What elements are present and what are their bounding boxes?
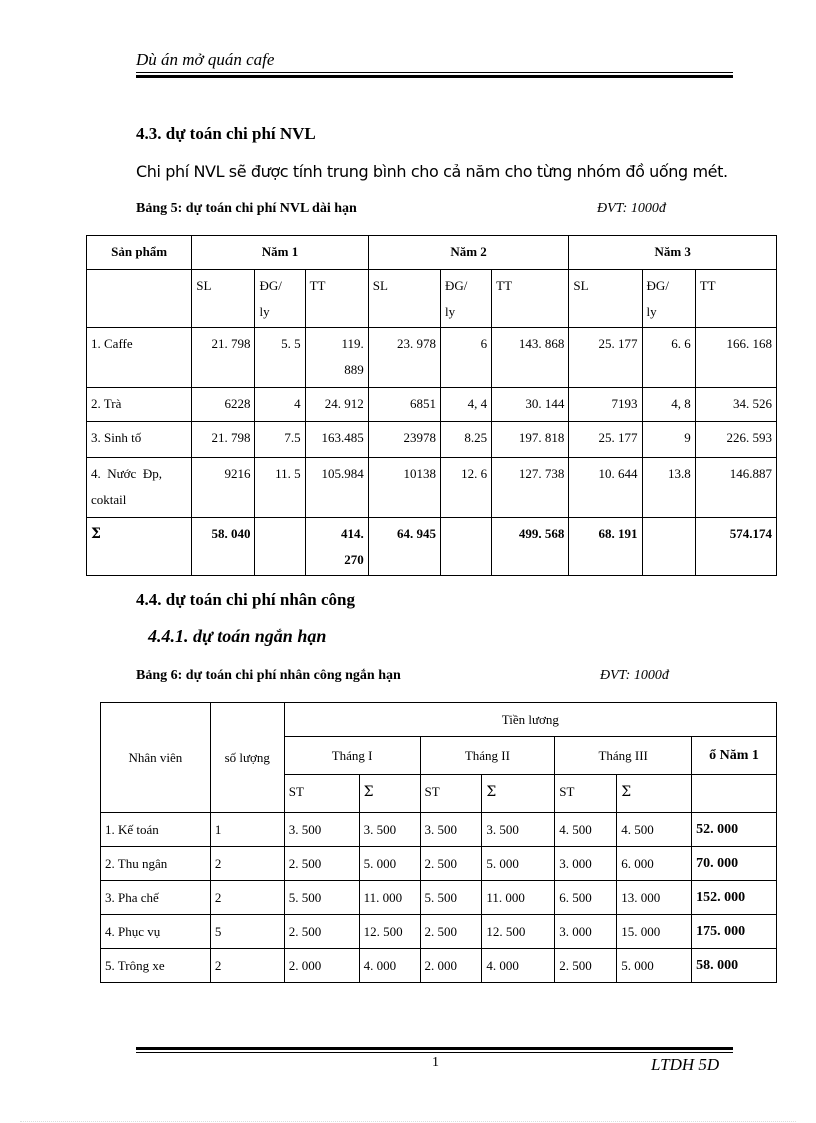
table5-cell: 7.5 [255, 422, 305, 458]
table5-cell: 4, 4 [440, 388, 491, 422]
table5-total-cell: 68. 191 [569, 518, 642, 576]
table6-header-st: ST [284, 775, 359, 813]
header-rule-thin [136, 72, 733, 73]
table5-header-year: Năm 3 [569, 236, 777, 270]
table5-total-cell: 58. 040 [192, 518, 255, 576]
table6-cell: 13. 000 [617, 881, 692, 915]
table6-cell: 2. 500 [420, 847, 482, 881]
table5-cell: 6. 6 [642, 328, 695, 388]
table6-cell: 6. 500 [555, 881, 617, 915]
table6-cell: 4. 500 [555, 813, 617, 847]
table5-total-cell: 64. 945 [368, 518, 440, 576]
table6-cell: 2 [210, 847, 284, 881]
table-row [87, 328, 777, 388]
table6-header-month: Tháng III [555, 737, 692, 775]
table6-cell: 3. 500 [359, 813, 420, 847]
table6-cell-staff: 1. Kế toán [101, 813, 211, 847]
table5-total-cell: 574.174 [695, 518, 776, 576]
table5-header-product: Sản phẩm [87, 236, 192, 270]
table-row-total [87, 518, 777, 576]
table5 [86, 235, 777, 576]
table6 [100, 702, 777, 983]
table6-cell: 2. 000 [420, 949, 482, 983]
table6-cell: 2. 500 [284, 847, 359, 881]
table5-cell: 166. 168 [695, 328, 776, 388]
table6-cell: 2. 500 [555, 949, 617, 983]
table6-cell: 12. 500 [482, 915, 555, 949]
table5-cell: 5. 5 [255, 328, 305, 388]
table5-cell: 7193 [569, 388, 642, 422]
table6-cell: 2. 000 [284, 949, 359, 983]
table6-header-month: Tháng I [284, 737, 420, 775]
table5-cell: 119. 889 [305, 328, 368, 388]
table5-cell: 34. 526 [695, 388, 776, 422]
table-row [101, 813, 777, 847]
table5-cell: 21. 798 [192, 328, 255, 388]
table6-cell: 5. 500 [420, 881, 482, 915]
section-4-4-1-heading: 4.4.1. dự toán ngắn hạn [148, 626, 327, 646]
table6-cell: 12. 500 [359, 915, 420, 949]
table5-cell: 9216 [192, 458, 255, 518]
table6-cell-total: 175. 000 [692, 915, 777, 949]
table5-cell-product: 4. Nước Đp, coktail [87, 458, 192, 518]
table5-total-symbol: Σ [87, 518, 192, 576]
table5-cell: 23. 978 [368, 328, 440, 388]
table5-header-tt: TT [305, 270, 368, 328]
table6-cell: 11. 000 [359, 881, 420, 915]
table5-cell: 10. 644 [569, 458, 642, 518]
table6-cell: 2. 500 [420, 915, 482, 949]
table5-header-tt: TT [695, 270, 776, 328]
table6-cell: 15. 000 [617, 915, 692, 949]
table5-cell: 6 [440, 328, 491, 388]
table-row [101, 881, 777, 915]
table6-cell: 2. 500 [284, 915, 359, 949]
table6-cell: 2 [210, 949, 284, 983]
table6-cell: 5. 000 [482, 847, 555, 881]
footer-label: LTDH 5D [651, 1055, 720, 1074]
page-edge-dotted-line [20, 1121, 796, 1122]
section-4-4-heading: 4.4. dự toán chi phí nhân công [136, 590, 355, 609]
table6-cell-staff: 3. Pha chế [101, 881, 211, 915]
table6-header-qty: số lượng [210, 703, 284, 813]
table5-header-dg: ĐG/ ly [642, 270, 695, 328]
table6-cell-staff: 4. Phục vụ [101, 915, 211, 949]
table6-cell-total: 58. 000 [692, 949, 777, 983]
table6-cell-total: 52. 000 [692, 813, 777, 847]
table6-cell: 5. 000 [617, 949, 692, 983]
table5-cell: 163.485 [305, 422, 368, 458]
table6-cell: 5. 000 [359, 847, 420, 881]
table-row [87, 458, 777, 518]
table6-cell: 3. 500 [284, 813, 359, 847]
table-row [101, 949, 777, 983]
section-4-3-heading: 4.3. dự toán chi phí NVL [136, 124, 316, 143]
page-number: 1 [432, 1055, 439, 1070]
table5-cell: 12. 6 [440, 458, 491, 518]
table5-header-sl: SL [368, 270, 440, 328]
table5-total-cell [440, 518, 491, 576]
table5-cell: 6228 [192, 388, 255, 422]
table5-total-cell: 499. 568 [492, 518, 569, 576]
table5-header-tt: TT [492, 270, 569, 328]
table6-header-month: Tháng II [420, 737, 555, 775]
table5-cell: 23978 [368, 422, 440, 458]
table6-header-st: ST [420, 775, 482, 813]
table-row [87, 422, 777, 458]
table5-cell-product: 1. Caffe [87, 328, 192, 388]
header-rule-thick [136, 75, 733, 78]
table5-cell: 9 [642, 422, 695, 458]
table5-cell-product: 3. Sinh tố [87, 422, 192, 458]
table5-cell: 24. 912 [305, 388, 368, 422]
table6-header-sigma: Σ [482, 775, 555, 813]
table5-cell: 4, 8 [642, 388, 695, 422]
table5-header-dg: ĐG/ ly [255, 270, 305, 328]
table5-cell: 105.984 [305, 458, 368, 518]
table6-cell-staff: 2. Thu ngân [101, 847, 211, 881]
document-header-title: Dù án mở quán cafe [136, 50, 275, 69]
table5-total-cell [642, 518, 695, 576]
table6-cell: 11. 000 [482, 881, 555, 915]
table6-caption: Bảng 6: dự toán chi phí nhân công ngắn hạn [136, 668, 401, 683]
table6-cell: 1 [210, 813, 284, 847]
footer-rule-thin [136, 1052, 733, 1053]
footer-rule-thick [136, 1047, 733, 1050]
table6-cell: 5 [210, 915, 284, 949]
table6-cell: 3. 000 [555, 847, 617, 881]
table5-cell: 127. 738 [492, 458, 569, 518]
table-row [101, 915, 777, 949]
table5-cell: 11. 5 [255, 458, 305, 518]
table6-header-empty [692, 775, 777, 813]
table5-caption: Bảng 5: dự toán chi phí NVL dài hạn [136, 201, 357, 216]
table5-cell: 8.25 [440, 422, 491, 458]
table5-header-year: Năm 1 [192, 236, 368, 270]
table6-cell: 4. 000 [482, 949, 555, 983]
table6-header-sigma: Σ [617, 775, 692, 813]
table5-cell: 143. 868 [492, 328, 569, 388]
table6-unit: ĐVT: 1000đ [600, 668, 669, 683]
table6-header-st: ST [555, 775, 617, 813]
table5-header-sl: SL [569, 270, 642, 328]
table5-cell: 146.887 [695, 458, 776, 518]
table6-cell: 3. 500 [482, 813, 555, 847]
table5-cell: 10138 [368, 458, 440, 518]
table5-unit: ĐVT: 1000đ [597, 201, 666, 216]
table5-cell: 13.8 [642, 458, 695, 518]
table6-cell-total: 70. 000 [692, 847, 777, 881]
table5-cell: 25. 177 [569, 328, 642, 388]
table5-cell: 6851 [368, 388, 440, 422]
table6-cell: 4. 500 [617, 813, 692, 847]
table5-cell: 226. 593 [695, 422, 776, 458]
table5-cell: 25. 177 [569, 422, 642, 458]
table6-header-sigma: Σ [359, 775, 420, 813]
table5-cell: 4 [255, 388, 305, 422]
table5-header-sl: SL [192, 270, 255, 328]
table6-cell-total: 152. 000 [692, 881, 777, 915]
table5-header-year: Năm 2 [368, 236, 569, 270]
section-4-3-paragraph: Chi phí NVL sẽ được tính trung bình cho cả năm cho từng nhóm đồ uống mét. [136, 162, 728, 181]
table6-cell: 3. 500 [420, 813, 482, 847]
table5-cell: 21. 798 [192, 422, 255, 458]
table6-header-year-total: ổ Năm 1 [692, 737, 777, 775]
table6-cell-staff: 5. Trông xe [101, 949, 211, 983]
table-row [101, 847, 777, 881]
table6-cell: 4. 000 [359, 949, 420, 983]
table6-cell: 5. 500 [284, 881, 359, 915]
table6-cell: 2 [210, 881, 284, 915]
table5-cell: 30. 144 [492, 388, 569, 422]
table5-cell: 197. 818 [492, 422, 569, 458]
table5-total-cell: 414. 270 [305, 518, 368, 576]
table6-header-staff: Nhân viên [101, 703, 211, 813]
table5-cell-product: 2. Trà [87, 388, 192, 422]
table5-total-cell [255, 518, 305, 576]
table6-cell: 3. 000 [555, 915, 617, 949]
table6-cell: 6. 000 [617, 847, 692, 881]
table6-header-salary: Tiền lương [284, 703, 776, 737]
table5-header-empty [87, 270, 192, 328]
table-row [87, 388, 777, 422]
table5-header-dg: ĐG/ ly [440, 270, 491, 328]
